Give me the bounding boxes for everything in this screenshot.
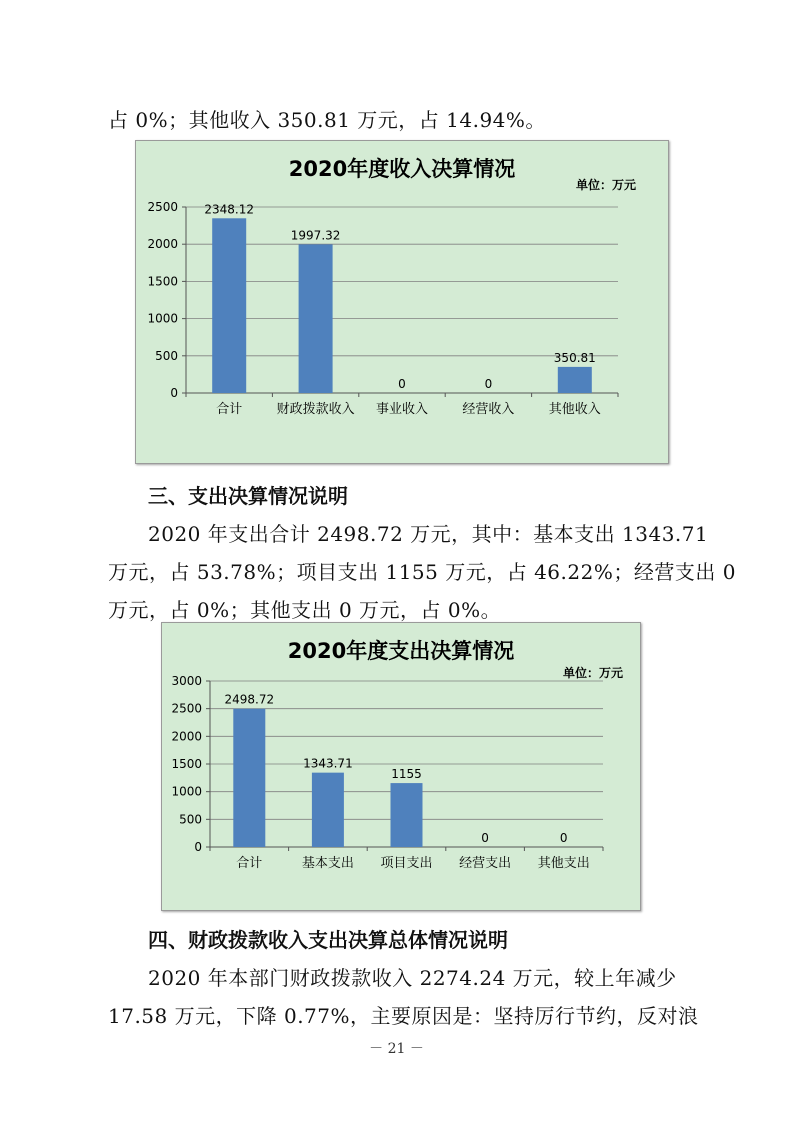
- expenditure-chart: [161, 622, 641, 911]
- bar: [233, 709, 265, 847]
- category-label: 合计: [216, 402, 243, 417]
- bar: [299, 244, 333, 393]
- y-tick-label: 0: [194, 840, 202, 854]
- paragraph-line: 17.58 万元，下降 0.77%，主要原因是：坚持厉行节约，反对浪: [108, 1004, 699, 1028]
- category-label: 其他支出: [537, 856, 590, 871]
- y-tick-label: 500: [155, 348, 178, 363]
- chart-svg: [136, 141, 668, 463]
- paragraph-line: 万元，占 53.78%；项目支出 1155 万元，占 46.22%；经营支出 0: [108, 560, 736, 584]
- data-label: 350.81: [553, 350, 596, 365]
- bar: [558, 367, 592, 393]
- paragraph-line: 万元，占 0%；其他支出 0 万元，占 0%。: [108, 598, 502, 622]
- y-tick-label: 1000: [171, 784, 202, 799]
- y-tick-label: 1500: [147, 274, 178, 289]
- bar: [391, 783, 423, 847]
- category-label: 经营收入: [462, 402, 515, 417]
- category-label: 基本支出: [301, 856, 354, 871]
- y-tick-label: 0: [170, 386, 178, 400]
- category-label: 合计: [236, 856, 263, 871]
- page-number: － 21 －: [369, 1041, 424, 1057]
- y-tick-label: 2000: [147, 237, 178, 252]
- data-label: 2498.72: [224, 692, 275, 707]
- data-label: 0: [481, 831, 489, 845]
- category-label: 事业收入: [375, 402, 429, 417]
- y-tick-label: 1500: [171, 757, 202, 771]
- y-tick-label: 1000: [147, 311, 178, 326]
- data-label: 1155: [391, 767, 422, 782]
- category-label: 财政拨款收入: [276, 402, 355, 417]
- paragraph-line: 2020 年本部门财政拨款收入 2274.24 万元，较上年减少: [148, 966, 677, 990]
- y-tick-label: 3000: [171, 674, 202, 688]
- paragraph-line: 2020 年支出合计 2498.72 万元，其中：基本支出 1343.71: [148, 522, 709, 546]
- chart-title: 2020年度支出决算情况: [287, 639, 515, 663]
- category-label: 项目支出: [380, 856, 433, 871]
- section-heading: 四、财政拨款收入支出决算总体情况说明: [148, 928, 508, 952]
- bar: [212, 218, 246, 393]
- category-label: 经营支出: [459, 856, 512, 871]
- data-label: 2348.12: [204, 202, 255, 217]
- paragraph-line: 占 0%；其他收入 350.81 万元，占 14.94%。: [108, 108, 546, 132]
- bar: [312, 773, 344, 847]
- unit-label: 单位：万元: [562, 666, 623, 680]
- y-tick-label: 500: [179, 812, 202, 827]
- unit-label: 单位：万元: [575, 178, 636, 192]
- section-heading: 三、支出决算情况说明: [148, 484, 348, 508]
- data-label: 1997.32: [290, 228, 341, 243]
- y-tick-label: 2500: [147, 200, 178, 214]
- y-tick-label: 2500: [171, 701, 202, 716]
- data-label: 0: [398, 377, 406, 391]
- chart-title: 2020年度收入决算情况: [288, 157, 516, 181]
- data-label: 0: [484, 377, 493, 391]
- data-label: 0: [559, 831, 568, 845]
- y-tick-label: 2000: [171, 729, 202, 744]
- income-chart: [135, 140, 669, 464]
- chart-svg: [162, 623, 640, 910]
- category-label: 其他收入: [548, 402, 601, 417]
- data-label: 1343.71: [303, 756, 353, 771]
